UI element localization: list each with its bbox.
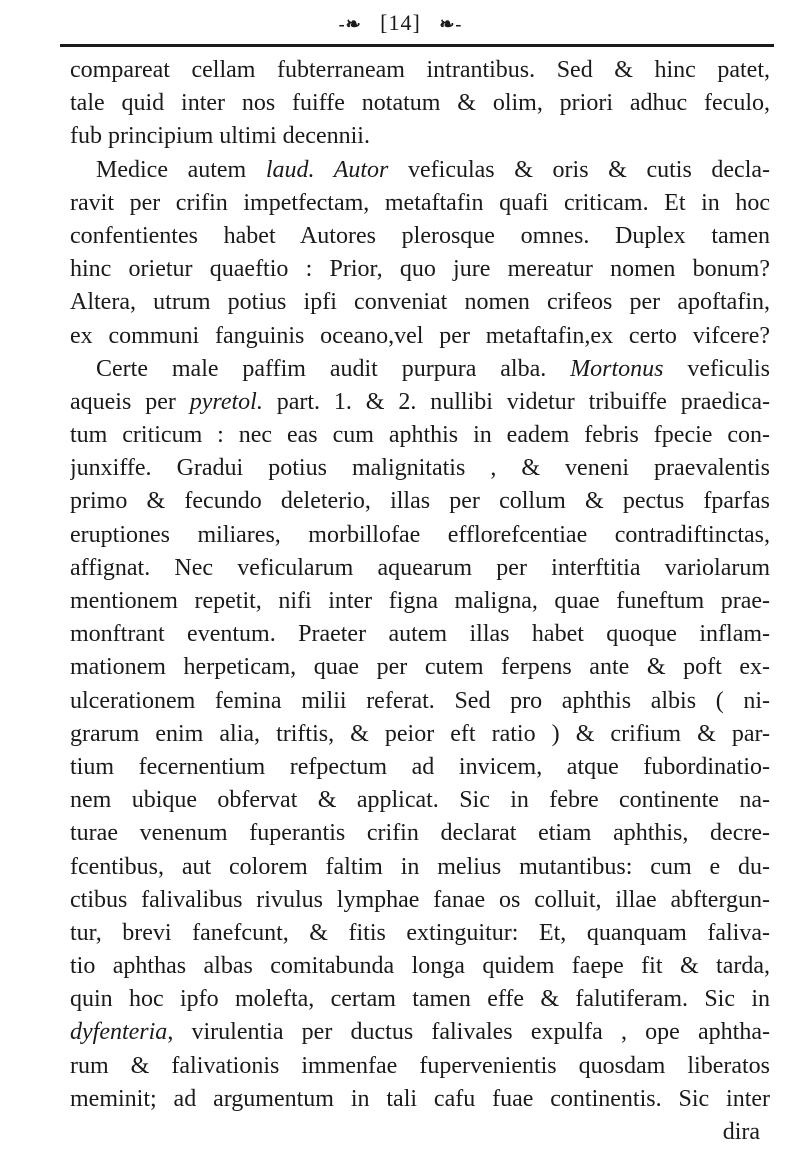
text-line [70, 552, 770, 585]
text-segment: tio aphthas albas comitabunda longa quidem faepe fit & tarda, [70, 953, 770, 980]
text-line [70, 685, 770, 718]
text-segment: monftrant eventum. Praeter autem illas habet quoque inflam- [70, 621, 770, 648]
text-line [70, 54, 770, 87]
text-segment: veficulas & oris & cutis decla- [388, 156, 770, 183]
text-line [70, 751, 770, 784]
catchword [70, 1116, 770, 1149]
text-segment: primo & fecundo deleterio, illas per collum & pectus fparfas [70, 488, 770, 515]
page-number: [14] [380, 10, 421, 35]
text-segment: meminit; ad argumentum in tali cafu fuae continentis. Sic inter [70, 1085, 770, 1112]
text-line [70, 1016, 770, 1049]
text-segment: tale quid inter nos fuiffe notatum & olim, priori adhuc feculo, [70, 90, 770, 117]
text-segment: turae venenum fuperantis crifin declarat etiam aphthis, decre- [70, 820, 770, 847]
text-segment: veficulis [663, 355, 770, 382]
text-segment: tur, brevi fanefcunt, & fitis extinguitur: Et, quanquam faliva- [70, 919, 770, 946]
text-line [70, 485, 770, 518]
text-segment: fcentibus, aut colorem faltim in melius mutantibus: cum e du- [70, 853, 770, 880]
text-segment: ulcerationem femina milii referat. Sed pro aphthis albis ( ni- [70, 687, 770, 714]
text-line [70, 784, 770, 817]
text-segment: grarum enim alia, triftis, & peior eft ratio ) & crifium & par- [70, 720, 770, 747]
page-header [0, 10, 801, 36]
text-segment: mentionem repetit, nifi inter figna maligna, quae funeftum prae- [70, 588, 770, 614]
text-segment: hinc orietur quaeftio : Prior, quo jure mereatur nomen bonum? [70, 256, 770, 283]
text-segment: Certe male paffim audit purpura alba. [96, 355, 571, 382]
text-segment: eruptiones miliares, morbillofae efflorefcentiae contradiftinctas, [70, 521, 770, 548]
body-text [70, 54, 770, 1149]
text-segment: tum criticum : nec eas cum aphthis in eadem febris fpecie con- [70, 422, 770, 449]
text-line [70, 187, 770, 220]
text-line [70, 884, 770, 917]
text-segment: Altera, utrum potius ipfi conveniat nomen crifeos per apoftafin, [70, 289, 770, 316]
text-line [70, 220, 770, 253]
text-line [70, 718, 770, 751]
text-line [70, 1083, 770, 1116]
text-segment: nem ubique obfervat & applicat. Sic in febre continente na- [70, 787, 770, 814]
text-line [70, 286, 770, 319]
text-segment: fub principium ultimi decennii. [70, 123, 370, 150]
text-segment: ctibus falivalibus rivulus lymphae fanae os colluit, illae abftergun- [70, 886, 770, 913]
text-line [70, 154, 770, 187]
text-segment: rum & falivationis immenfae fupervenientis quosdam liberatos [70, 1052, 770, 1079]
text-segment: ex communi fanguinis oceano,vel per metaftafin,ex certo vifcere? [70, 322, 770, 349]
text-line [70, 585, 770, 618]
left-ornament: -❧ [338, 14, 362, 35]
text-segment: quin hoc ipfo molefta, certam tamen effe & falutiferam. Sic in [70, 986, 770, 1013]
right-ornament: ❧- [439, 14, 463, 35]
text-line [70, 253, 770, 286]
italic-text: laud. Autor [265, 156, 389, 183]
text-line [70, 386, 770, 419]
text-line [70, 353, 770, 386]
text-segment: part. 1. & 2. nullibi videtur tribuiffe praedica- [262, 388, 770, 415]
italic-text: dyfenteria [70, 1019, 168, 1046]
text-segment: ravit per crifin impetfectam, metaftafin quafi criticam. Et in hoc [70, 189, 770, 216]
text-line [70, 1050, 770, 1083]
text-line [70, 917, 770, 950]
text-line [70, 851, 770, 884]
text-segment: tium fecernentium refpectum ad invicem, atque fubordinatio- [70, 753, 770, 780]
italic-text: Mortonus [570, 355, 664, 382]
text-segment: aqueis per [70, 388, 190, 415]
text-line [70, 87, 770, 120]
text-segment: compareat cellam fubterraneam intrantibus. Sed & hinc patet, [70, 57, 770, 83]
text-segment: dira [722, 1119, 760, 1145]
text-segment: , virulentia per ductus falivales expulfa , ope aphtha- [167, 1019, 770, 1046]
text-line [70, 950, 770, 983]
text-segment: affignat. Nec veficularum aquearum per interftitia variolarum [70, 554, 770, 581]
text-line [70, 817, 770, 850]
text-segment: mationem herpeticam, quae per cutem ferpens ante & poft ex- [70, 654, 770, 681]
text-line [70, 120, 770, 153]
text-line [70, 452, 770, 485]
text-line [70, 419, 770, 452]
header-rule [60, 44, 774, 47]
text-segment: junxiffe. Gradui potius malignitatis , & veneni praevalentis [70, 455, 770, 482]
text-line [70, 651, 770, 684]
text-line [70, 983, 770, 1016]
italic-text: pyretol. [189, 388, 263, 415]
text-line [70, 320, 770, 353]
text-segment: Medice autem [96, 156, 266, 183]
text-segment: confentientes habet Autores plerosque omnes. Duplex tamen [70, 222, 770, 249]
text-line [70, 519, 770, 552]
text-line [70, 618, 770, 651]
